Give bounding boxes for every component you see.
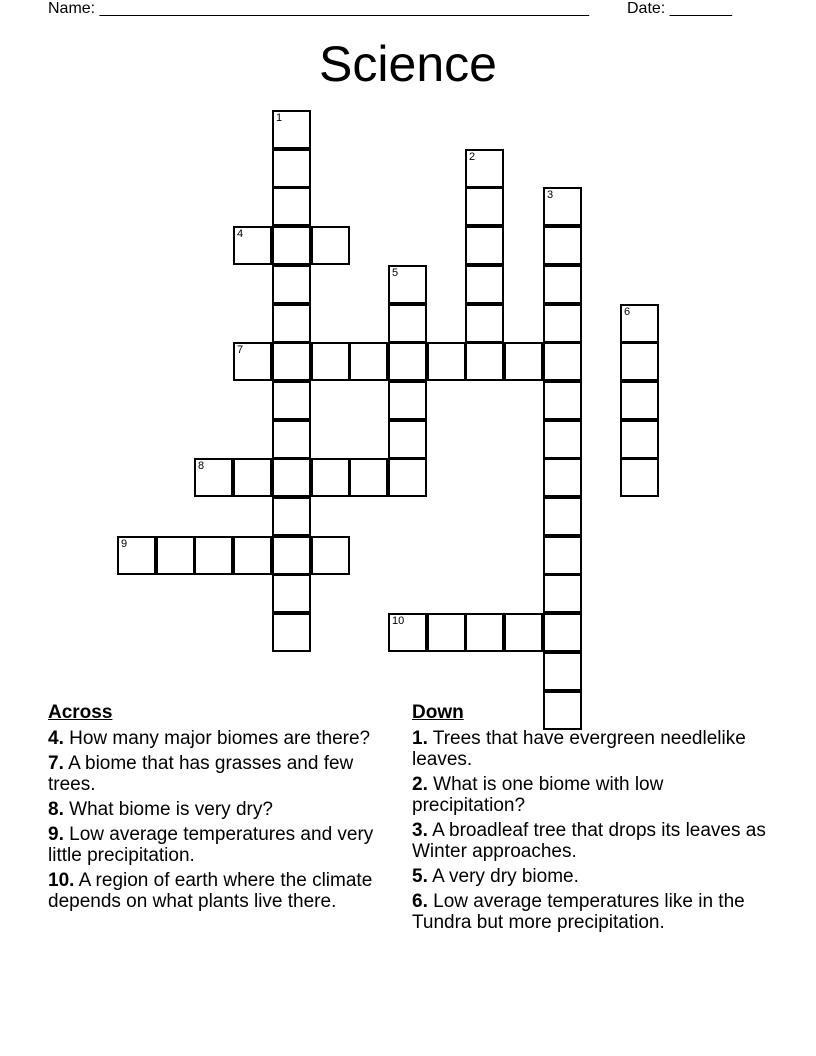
grid-cell[interactable] xyxy=(465,187,504,226)
clue-across-10: 10. A region of earth where the climate depends on what plants live there. xyxy=(48,870,373,912)
clue-number: 9 xyxy=(121,538,128,550)
grid-cell[interactable] xyxy=(388,342,427,381)
grid-cell[interactable] xyxy=(272,420,311,459)
grid-cell[interactable] xyxy=(543,381,582,420)
clue-across-8: 8. What biome is very dry? xyxy=(48,799,273,820)
grid-cell[interactable] xyxy=(272,265,311,304)
grid-cell[interactable] xyxy=(388,265,427,304)
grid-cell[interactable] xyxy=(388,458,427,497)
grid-cell[interactable] xyxy=(504,342,543,381)
grid-cell[interactable] xyxy=(543,497,582,536)
clue-across-9: 9. Low average temperatures and very little precipitation. xyxy=(48,824,374,866)
clue-across-4: 4. How many major biomes are there? xyxy=(48,728,371,749)
grid-cell[interactable] xyxy=(272,304,311,343)
grid-cell[interactable] xyxy=(311,226,350,265)
grid-cell[interactable] xyxy=(272,149,311,188)
grid-cell[interactable] xyxy=(543,420,582,459)
clue-number: 1 xyxy=(276,112,283,124)
grid-cell[interactable] xyxy=(388,420,427,459)
down-heading: Down xyxy=(412,702,464,723)
grid-cell[interactable] xyxy=(388,613,427,652)
across-heading: Across xyxy=(48,702,113,723)
grid-cell[interactable] xyxy=(465,226,504,265)
grid-cell[interactable] xyxy=(465,613,504,652)
grid-cell[interactable] xyxy=(311,342,350,381)
across-clues xyxy=(48,702,398,916)
clue-down-5: 5. A very dry biome. xyxy=(412,866,579,887)
clue-number: 8 xyxy=(198,460,205,472)
grid-cell[interactable] xyxy=(233,342,272,381)
grid-cell[interactable] xyxy=(504,613,543,652)
grid-cell[interactable] xyxy=(543,265,582,304)
grid-cell[interactable] xyxy=(194,458,233,497)
clue-number: 6 xyxy=(624,306,631,318)
clue-down-6: 6. Low average temperatures like in the Tundra but more precipitation. xyxy=(412,891,745,933)
page-title: Science xyxy=(319,36,497,92)
grid-cell[interactable] xyxy=(194,536,233,575)
clue-number: 2 xyxy=(469,151,476,163)
clue-across-7: 7. A biome that has grasses and few trees. xyxy=(48,753,354,795)
grid-cell[interactable] xyxy=(311,458,350,497)
grid-cell[interactable] xyxy=(117,536,156,575)
grid-cell[interactable] xyxy=(349,342,388,381)
grid-cell[interactable] xyxy=(272,226,311,265)
grid-cell[interactable] xyxy=(427,342,466,381)
name-field[interactable]: Name: _______________________________________________________ xyxy=(48,0,589,17)
grid-cell[interactable] xyxy=(349,458,388,497)
grid-cell[interactable] xyxy=(272,110,311,149)
grid-cell[interactable] xyxy=(543,536,582,575)
grid-cell[interactable] xyxy=(311,536,350,575)
grid-cell[interactable] xyxy=(543,187,582,226)
grid-cell[interactable] xyxy=(233,536,272,575)
grid-cell[interactable] xyxy=(465,265,504,304)
clue-number: 4 xyxy=(237,228,244,240)
clue-number: 5 xyxy=(392,267,399,279)
grid-cell[interactable] xyxy=(620,342,659,381)
grid-cell[interactable] xyxy=(272,342,311,381)
grid-cell[interactable] xyxy=(465,304,504,343)
grid-cell[interactable] xyxy=(620,420,659,459)
grid-cell[interactable] xyxy=(543,458,582,497)
grid-cell[interactable] xyxy=(233,226,272,265)
grid-cell[interactable] xyxy=(427,613,466,652)
clue-number: 7 xyxy=(237,344,244,356)
date-field[interactable]: Date: _______ xyxy=(627,0,732,17)
clue-down-2: 2. What is one biome with low precipitation? xyxy=(412,774,664,816)
grid-cell[interactable] xyxy=(233,458,272,497)
grid-cell[interactable] xyxy=(272,187,311,226)
grid-cell[interactable] xyxy=(620,458,659,497)
clue-down-3: 3. A broadleaf tree that drops its leaves as Winter approaches. xyxy=(412,820,766,862)
grid-cell[interactable] xyxy=(465,149,504,188)
grid-cell[interactable] xyxy=(543,574,582,613)
grid-cell[interactable] xyxy=(543,652,582,691)
clue-number: 3 xyxy=(547,189,554,201)
clue-number: 10 xyxy=(392,615,405,627)
grid-cell[interactable] xyxy=(543,613,582,652)
grid-cell[interactable] xyxy=(272,536,311,575)
grid-cell[interactable] xyxy=(620,304,659,343)
grid-cell[interactable] xyxy=(620,381,659,420)
grid-cell[interactable] xyxy=(272,613,311,652)
grid-cell[interactable] xyxy=(272,458,311,497)
grid-cell[interactable] xyxy=(272,574,311,613)
grid-cell[interactable] xyxy=(465,342,504,381)
clue-down-1: 1. Trees that have evergreen needlelike leaves. xyxy=(412,728,746,770)
grid-cell[interactable] xyxy=(543,304,582,343)
grid-cell[interactable] xyxy=(272,381,311,420)
grid-cell[interactable] xyxy=(388,304,427,343)
grid-cell[interactable] xyxy=(388,381,427,420)
grid-cell[interactable] xyxy=(543,226,582,265)
grid-cell[interactable] xyxy=(543,342,582,381)
down-clues xyxy=(412,702,772,937)
grid-cell[interactable] xyxy=(156,536,195,575)
grid-cell[interactable] xyxy=(272,497,311,536)
